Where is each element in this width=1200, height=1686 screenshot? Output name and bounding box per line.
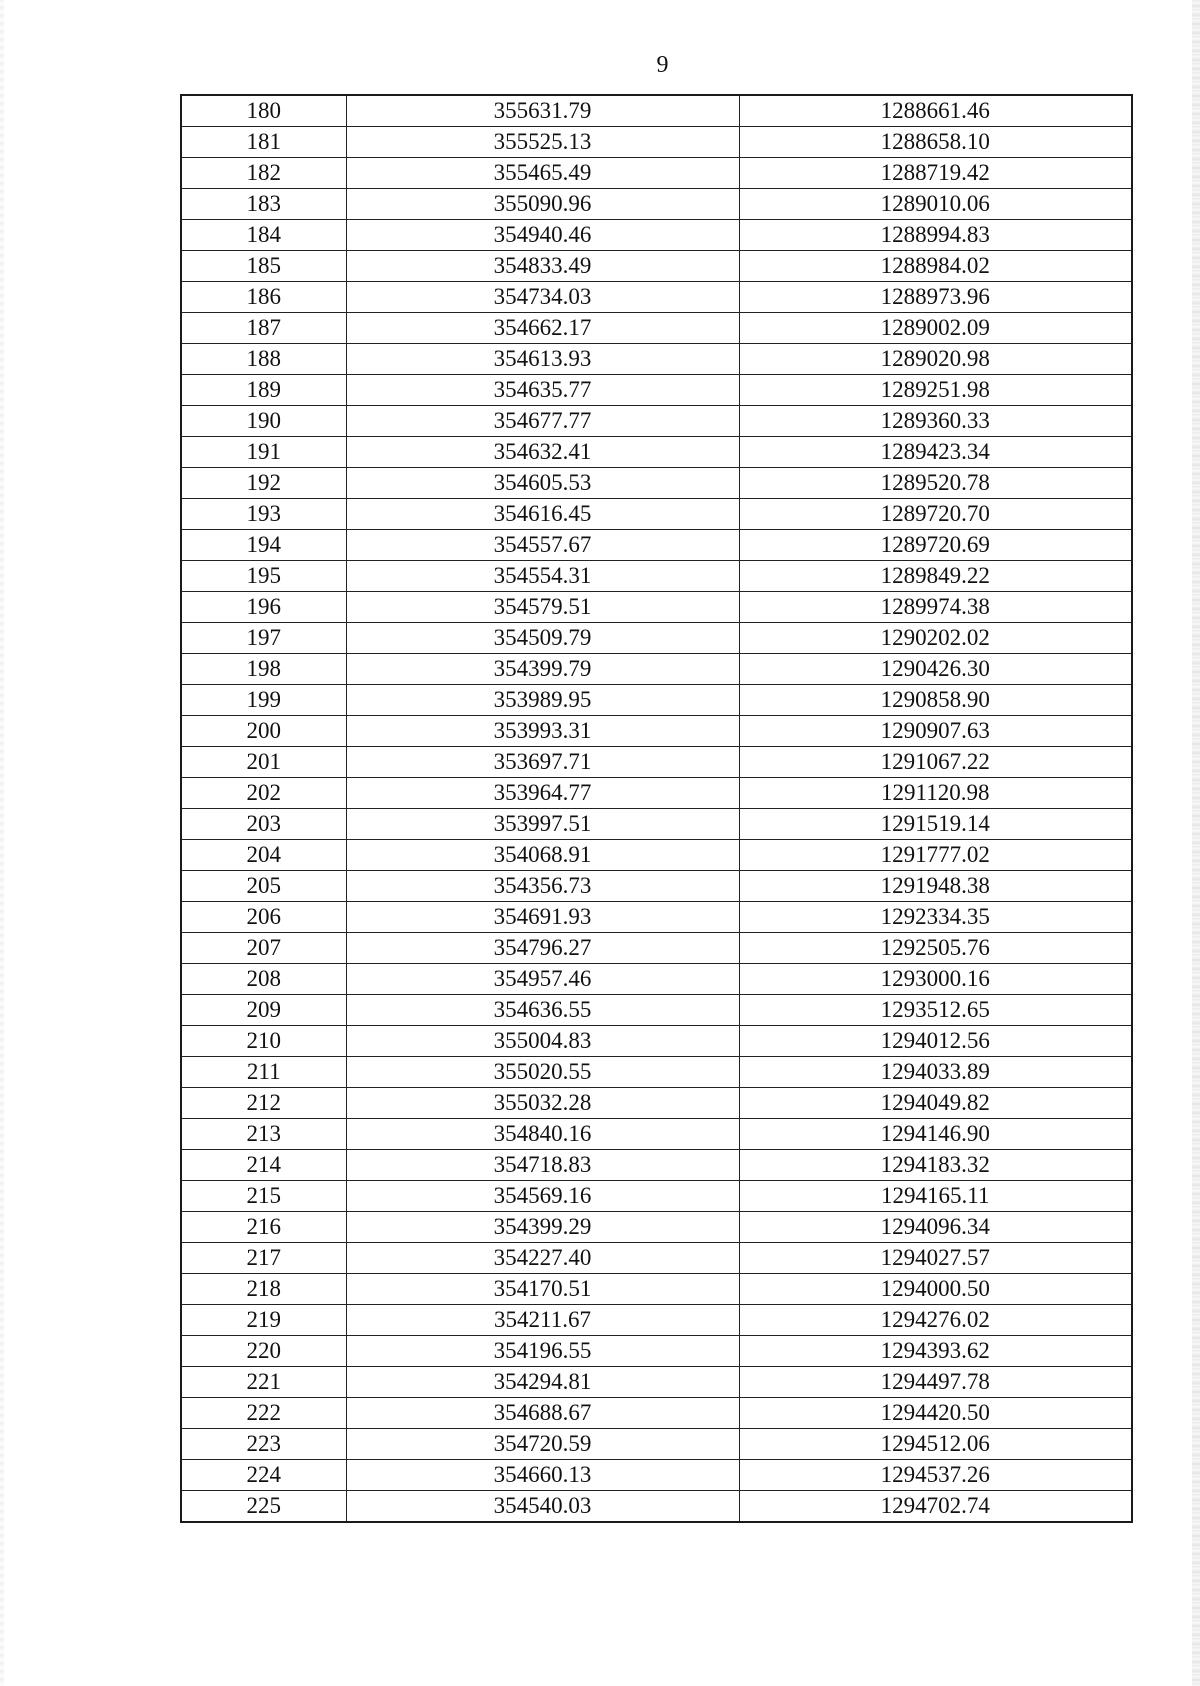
point-number-cell: 190 [181,406,346,437]
y-coordinate-cell: 1294165.11 [739,1181,1132,1212]
y-coordinate-cell: 1294012.56 [739,1026,1132,1057]
x-coordinate-cell: 354677.77 [346,406,739,437]
x-coordinate-cell: 354170.51 [346,1274,739,1305]
x-coordinate-cell: 354569.16 [346,1181,739,1212]
point-number-cell: 200 [181,716,346,747]
table-row [181,1460,1132,1491]
x-coordinate-cell: 355525.13 [346,127,739,158]
y-coordinate-cell: 1288658.10 [739,127,1132,158]
y-coordinate-cell: 1291519.14 [739,809,1132,840]
table-row [181,902,1132,933]
x-coordinate-cell: 354294.81 [346,1367,739,1398]
x-coordinate-cell: 354734.03 [346,282,739,313]
table-row [181,1305,1132,1336]
y-coordinate-cell: 1294033.89 [739,1057,1132,1088]
y-coordinate-cell: 1289360.33 [739,406,1132,437]
table-row [181,127,1132,158]
y-coordinate-cell: 1291948.38 [739,871,1132,902]
table-row [181,933,1132,964]
point-number-cell: 218 [181,1274,346,1305]
y-coordinate-cell: 1294393.62 [739,1336,1132,1367]
point-number-cell: 186 [181,282,346,313]
y-coordinate-cell: 1291067.22 [739,747,1132,778]
y-coordinate-cell: 1289849.22 [739,561,1132,592]
point-number-cell: 197 [181,623,346,654]
y-coordinate-cell: 1289974.38 [739,592,1132,623]
y-coordinate-cell: 1288984.02 [739,251,1132,282]
y-coordinate-cell: 1290426.30 [739,654,1132,685]
table-row [181,1429,1132,1460]
y-coordinate-cell: 1294000.50 [739,1274,1132,1305]
x-coordinate-cell: 354399.79 [346,654,739,685]
point-number-cell: 219 [181,1305,346,1336]
point-number-cell: 196 [181,592,346,623]
point-number-cell: 206 [181,902,346,933]
point-number-cell: 191 [181,437,346,468]
y-coordinate-cell: 1294049.82 [739,1088,1132,1119]
x-coordinate-cell: 355004.83 [346,1026,739,1057]
y-coordinate-cell: 1291120.98 [739,778,1132,809]
scan-edge-left [0,0,4,1686]
x-coordinate-cell: 354554.31 [346,561,739,592]
table-row [181,1243,1132,1274]
table-row [181,778,1132,809]
table-row [181,375,1132,406]
point-number-cell: 223 [181,1429,346,1460]
table-row [181,1336,1132,1367]
x-coordinate-cell: 354605.53 [346,468,739,499]
point-number-cell: 185 [181,251,346,282]
point-number-cell: 202 [181,778,346,809]
table-row [181,809,1132,840]
point-number-cell: 210 [181,1026,346,1057]
table-row [181,654,1132,685]
y-coordinate-cell: 1294702.74 [739,1491,1132,1523]
table-row [181,1274,1132,1305]
point-number-cell: 184 [181,220,346,251]
x-coordinate-cell: 354211.67 [346,1305,739,1336]
x-coordinate-cell: 354662.17 [346,313,739,344]
y-coordinate-cell: 1294497.78 [739,1367,1132,1398]
table-row [181,189,1132,220]
point-number-cell: 207 [181,933,346,964]
point-number-cell: 204 [181,840,346,871]
y-coordinate-cell: 1289002.09 [739,313,1132,344]
y-coordinate-cell: 1294146.90 [739,1119,1132,1150]
x-coordinate-cell: 354957.46 [346,964,739,995]
x-coordinate-cell: 354616.45 [346,499,739,530]
table-row [181,592,1132,623]
table-row [181,1057,1132,1088]
point-number-cell: 214 [181,1150,346,1181]
table-row [181,1026,1132,1057]
y-coordinate-cell: 1290202.02 [739,623,1132,654]
x-coordinate-cell: 354540.03 [346,1491,739,1523]
point-number-cell: 183 [181,189,346,220]
point-number-cell: 220 [181,1336,346,1367]
y-coordinate-cell: 1294420.50 [739,1398,1132,1429]
x-coordinate-cell: 354636.55 [346,995,739,1026]
x-coordinate-cell: 354632.41 [346,437,739,468]
table-row [181,685,1132,716]
table-row [181,1181,1132,1212]
point-number-cell: 194 [181,530,346,561]
y-coordinate-cell: 1293512.65 [739,995,1132,1026]
point-number-cell: 213 [181,1119,346,1150]
x-coordinate-cell: 354227.40 [346,1243,739,1274]
point-number-cell: 225 [181,1491,346,1523]
y-coordinate-cell: 1289423.34 [739,437,1132,468]
y-coordinate-cell: 1288719.42 [739,158,1132,189]
x-coordinate-cell: 355631.79 [346,95,739,127]
point-number-cell: 201 [181,747,346,778]
x-coordinate-cell: 354635.77 [346,375,739,406]
y-coordinate-cell: 1289520.78 [739,468,1132,499]
table-row [181,1212,1132,1243]
point-number-cell: 198 [181,654,346,685]
table-row [181,313,1132,344]
point-number-cell: 199 [181,685,346,716]
x-coordinate-cell: 354660.13 [346,1460,739,1491]
x-coordinate-cell: 353989.95 [346,685,739,716]
x-coordinate-cell: 354720.59 [346,1429,739,1460]
y-coordinate-cell: 1288994.83 [739,220,1132,251]
y-coordinate-cell: 1289720.70 [739,499,1132,530]
x-coordinate-cell: 354356.73 [346,871,739,902]
coordinate-table-body [181,95,1132,1522]
x-coordinate-cell: 353964.77 [346,778,739,809]
table-row [181,530,1132,561]
point-number-cell: 212 [181,1088,346,1119]
x-coordinate-cell: 354840.16 [346,1119,739,1150]
point-number-cell: 187 [181,313,346,344]
point-number-cell: 217 [181,1243,346,1274]
x-coordinate-cell: 355465.49 [346,158,739,189]
y-coordinate-cell: 1294276.02 [739,1305,1132,1336]
x-coordinate-cell: 353993.31 [346,716,739,747]
point-number-cell: 209 [181,995,346,1026]
y-coordinate-cell: 1294512.06 [739,1429,1132,1460]
x-coordinate-cell: 355032.28 [346,1088,739,1119]
x-coordinate-cell: 355020.55 [346,1057,739,1088]
x-coordinate-cell: 353697.71 [346,747,739,778]
x-coordinate-cell: 354691.93 [346,902,739,933]
point-number-cell: 189 [181,375,346,406]
table-row [181,1398,1132,1429]
table-row [181,1088,1132,1119]
page-number: 9 [656,52,669,78]
y-coordinate-cell: 1292334.35 [739,902,1132,933]
point-number-cell: 215 [181,1181,346,1212]
table-row [181,251,1132,282]
table-row [181,623,1132,654]
table-row [181,964,1132,995]
table-row [181,158,1132,189]
table-row [181,220,1132,251]
y-coordinate-cell: 1289251.98 [739,375,1132,406]
table-row [181,995,1132,1026]
x-coordinate-cell: 354399.29 [346,1212,739,1243]
point-number-cell: 192 [181,468,346,499]
x-coordinate-cell: 354940.46 [346,220,739,251]
x-coordinate-cell: 354688.67 [346,1398,739,1429]
point-number-cell: 208 [181,964,346,995]
point-number-cell: 182 [181,158,346,189]
table-row [181,840,1132,871]
table-row [181,468,1132,499]
y-coordinate-cell: 1294027.57 [739,1243,1132,1274]
y-coordinate-cell: 1289020.98 [739,344,1132,375]
point-number-cell: 211 [181,1057,346,1088]
point-number-cell: 180 [181,95,346,127]
point-number-cell: 193 [181,499,346,530]
point-number-cell: 216 [181,1212,346,1243]
y-coordinate-cell: 1292505.76 [739,933,1132,964]
point-number-cell: 195 [181,561,346,592]
table-row [181,437,1132,468]
point-number-cell: 221 [181,1367,346,1398]
x-coordinate-cell: 354613.93 [346,344,739,375]
table-row [181,282,1132,313]
y-coordinate-cell: 1288661.46 [739,95,1132,127]
table-row [181,344,1132,375]
point-number-cell: 205 [181,871,346,902]
point-number-cell: 181 [181,127,346,158]
y-coordinate-cell: 1289010.06 [739,189,1132,220]
x-coordinate-cell: 354509.79 [346,623,739,654]
x-coordinate-cell: 354833.49 [346,251,739,282]
y-coordinate-cell: 1288973.96 [739,282,1132,313]
y-coordinate-cell: 1290858.90 [739,685,1132,716]
table-row [181,1150,1132,1181]
table-row [181,716,1132,747]
table-row [181,561,1132,592]
y-coordinate-cell: 1294183.32 [739,1150,1132,1181]
y-coordinate-cell: 1293000.16 [739,964,1132,995]
table-row [181,871,1132,902]
scan-edge-right [1192,0,1200,1686]
table-row [181,1119,1132,1150]
x-coordinate-cell: 354579.51 [346,592,739,623]
x-coordinate-cell: 354718.83 [346,1150,739,1181]
table-row [181,499,1132,530]
y-coordinate-cell: 1290907.63 [739,716,1132,747]
table-row [181,1367,1132,1398]
y-coordinate-cell: 1291777.02 [739,840,1132,871]
table-row [181,95,1132,127]
table-row [181,747,1132,778]
x-coordinate-cell: 354557.67 [346,530,739,561]
x-coordinate-cell: 354796.27 [346,933,739,964]
x-coordinate-cell: 355090.96 [346,189,739,220]
table-row [181,1491,1132,1523]
x-coordinate-cell: 354196.55 [346,1336,739,1367]
y-coordinate-cell: 1289720.69 [739,530,1132,561]
table-row [181,406,1132,437]
point-number-cell: 203 [181,809,346,840]
point-number-cell: 222 [181,1398,346,1429]
y-coordinate-cell: 1294537.26 [739,1460,1132,1491]
x-coordinate-cell: 354068.91 [346,840,739,871]
point-number-cell: 224 [181,1460,346,1491]
point-number-cell: 188 [181,344,346,375]
y-coordinate-cell: 1294096.34 [739,1212,1132,1243]
x-coordinate-cell: 353997.51 [346,809,739,840]
coordinate-table [180,94,1133,1523]
